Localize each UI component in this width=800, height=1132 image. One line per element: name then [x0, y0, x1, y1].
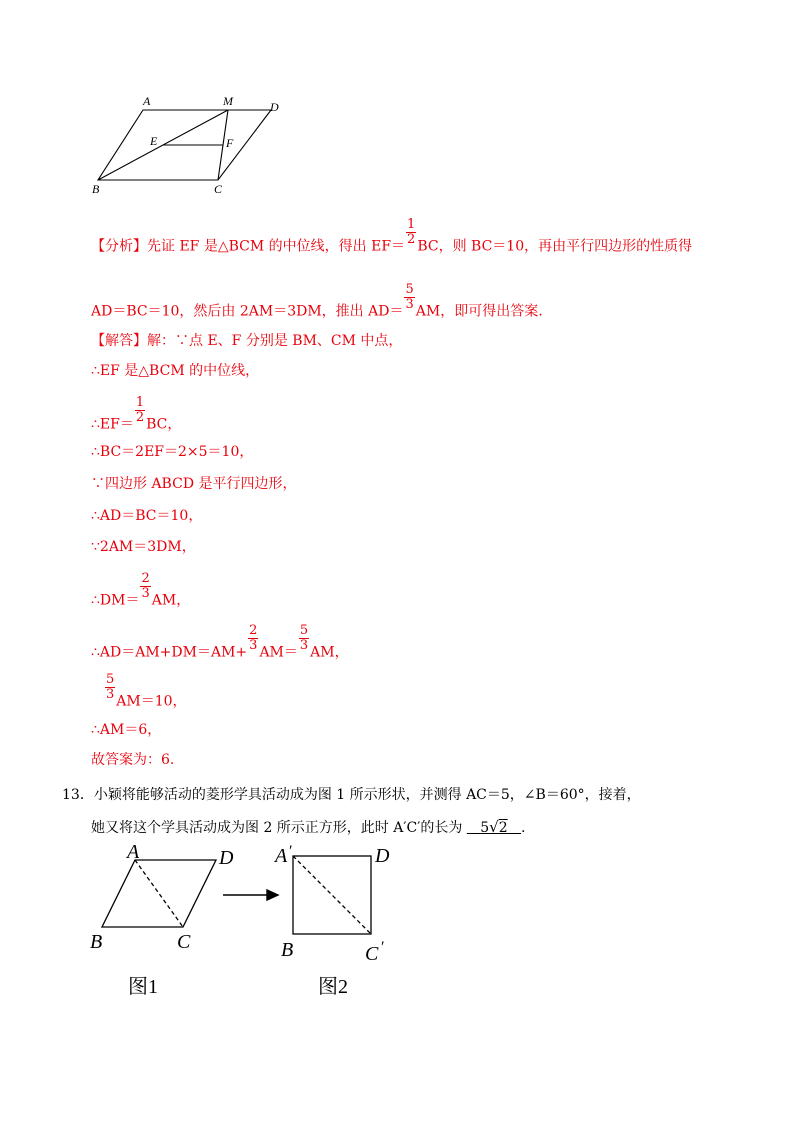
fig2-label-b: B	[281, 939, 294, 961]
label-f: F	[226, 136, 234, 150]
arrow-right	[223, 890, 278, 900]
label-a: A	[143, 94, 151, 108]
caption-figure-2: 图2	[318, 976, 348, 998]
diagonal-ac	[135, 860, 183, 927]
solution-line-5: ∵四边形 ABCD 是平行四边形，	[91, 476, 297, 492]
solution-tag: 【解答】	[91, 333, 147, 349]
fraction-5-3: $\frac{5}{3}$	[405, 282, 414, 312]
label-d: D	[270, 100, 279, 114]
fig2-label-c: C	[365, 943, 379, 965]
analysis-line-1: 【分析】先证 EF 是△BCM 的中位线，得出 EF＝ $\frac{1}{2}$ BC，则 BC＝10，再由平行四边形的性质得	[91, 217, 693, 255]
fraction-5-3: $\frac{5}{3}$	[299, 623, 309, 653]
solution-line-4: ∴BC＝2EF＝2×5＝10，	[91, 444, 254, 460]
solution-line-3: ∴EF＝ $\frac{1}{2}$ BC，	[91, 395, 182, 433]
label-e: E	[150, 134, 158, 148]
caption-figure-1: 图1	[128, 976, 158, 998]
solution-line-7: ∵2AM＝3DM，	[91, 539, 196, 555]
fig2-label-a-prime: ′	[289, 843, 293, 860]
solution-line-6: ∴AD＝BC＝10，	[91, 508, 203, 524]
solution-line-2: ∴EF 是△BCM 的中位线，	[91, 363, 260, 379]
question-13-line-1: 13．小颖将能够活动的菱形学具活动成为图 1 所示形状，并测得 AC＝5，∠B＝60°，接着，	[62, 787, 641, 803]
solution-line-9: ∴AD＝AM+DM＝AM+ $\frac{2}{3}$ AM＝ $\frac{5}{3}$ AM，	[91, 623, 349, 661]
rhombus-abcd	[102, 860, 216, 927]
fraction-5-3: $\frac{5}{3}$	[106, 672, 115, 702]
fig1-label-c: C	[177, 931, 191, 953]
solution-line-1: 【解答】解：∵点 E、F 分别是 BM、CM 中点，	[91, 333, 403, 349]
fraction-2-3: $\frac{2}{3}$	[249, 623, 258, 653]
solution-line-11: ∴AM＝6，	[91, 722, 162, 738]
fraction-1-2: $\frac{1}{2}$	[135, 395, 145, 425]
solution-line-12: 故答案为：6.	[91, 752, 175, 768]
analysis-line-2: AD＝BC＝10，然后由 2AM＝3DM，推出 AD＝ $\frac{5}{3}$ AM，即可得出答案.	[91, 282, 543, 320]
question-13-line-2: 她又将这个学具活动成为图 2 所示正方形，此时 A′C′的长为 5√2 .	[91, 818, 526, 836]
fig1-label-a: A	[127, 841, 140, 863]
fraction-2-3: $\frac{2}{3}$	[141, 571, 150, 601]
fig1-label-d: D	[219, 847, 234, 869]
parallelogram-figure	[88, 92, 288, 197]
figures-rhombus-square	[85, 840, 405, 970]
fig2-label-d: D	[375, 845, 390, 867]
fig2-label-c-prime: ′	[381, 939, 385, 956]
solution-line-10: $\frac{5}{3}$ AM＝10，	[106, 672, 187, 710]
sqrt-symbol: √	[489, 818, 499, 836]
label-m: M	[223, 94, 233, 108]
fraction-1-2: $\frac{1}{2}$	[407, 217, 416, 247]
label-c: C	[214, 182, 223, 196]
diagonal-a-c	[293, 856, 371, 934]
answer-blank: 5√2	[480, 818, 508, 836]
fig2-label-a: A	[275, 845, 288, 867]
label-b: B	[92, 182, 100, 196]
analysis-tag: 【分析】	[91, 238, 147, 255]
fig1-label-b: B	[90, 931, 103, 953]
solution-line-8: ∴DM＝ $\frac{2}{3}$ AM，	[91, 571, 191, 609]
